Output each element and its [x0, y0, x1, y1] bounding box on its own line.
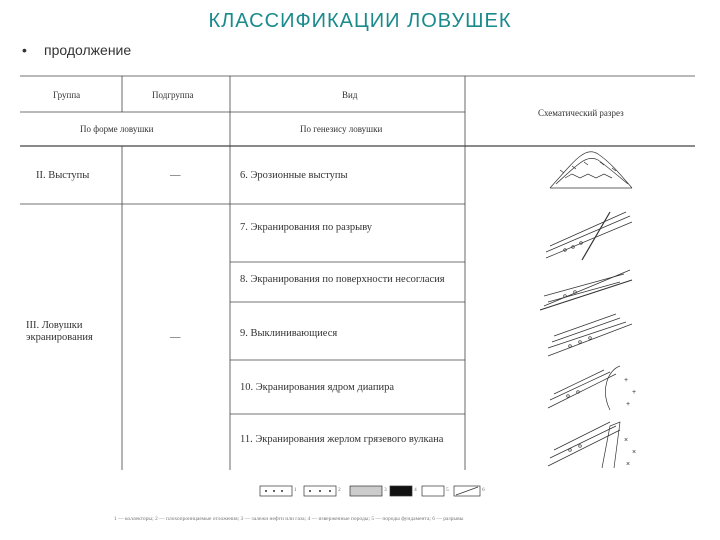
subgroup-screening: —: [170, 332, 181, 343]
type-8: 8. Экранирования по поверхности несогласия: [240, 274, 445, 285]
slide-title: КЛАССИФИКАЦИИ ЛОВУШЕК: [208, 10, 512, 32]
subtitle: продолжение: [44, 42, 132, 58]
svg-text:+: +: [632, 389, 637, 396]
svg-text:×: ×: [626, 461, 631, 468]
section-unconformity-screen: [540, 270, 632, 310]
type-10: 10. Экранирования ядром диапира: [240, 382, 394, 393]
legend-label-5: 5: [446, 487, 449, 493]
svg-text:+: +: [624, 377, 629, 384]
header-type: Вид: [342, 90, 358, 100]
legend-caption: 1 — коллекторы; 2 — плохопроницаемые отложения; 3 — залежи нефти или газа; 4 — изверженные породы; 5 — породы фундамента; 6 — разрывы: [114, 516, 464, 522]
header-subgroup: Подгруппа: [152, 90, 194, 100]
section-pinch-out: [548, 314, 632, 356]
group-screening-traps: III. Ловушки экранирования: [26, 320, 93, 343]
type-9: 9. Выклинивающиеся: [240, 328, 338, 339]
section-diapir-core: [548, 366, 620, 410]
legend-label-2: 2: [338, 487, 341, 493]
header-scheme: Схематический разрез: [538, 108, 624, 118]
section-mud-volcano: [548, 422, 620, 468]
table-grid: [20, 70, 700, 530]
type-7: 7. Экранирования по разрыву: [240, 222, 373, 233]
type-6: 6. Эрозионные выступы: [240, 170, 348, 181]
legend-label-1: 1: [294, 487, 297, 493]
header-by-form: По форме ловушки: [80, 124, 154, 134]
classification-table-scan: [20, 70, 700, 530]
bullet: •: [22, 42, 27, 58]
legend-label-4: 4: [414, 487, 417, 493]
header-by-genesis: По генезису ловушки: [300, 124, 383, 134]
legend-label-6: 6: [482, 487, 485, 493]
svg-text:+: +: [626, 401, 631, 408]
type-11: 11. Экранирования жерлом грязевого вулкана: [240, 434, 444, 445]
subtitle-row: [22, 42, 131, 58]
svg-text:×: ×: [632, 449, 637, 456]
subgroup-uplifts: —: [170, 170, 181, 181]
header-group: Группа: [53, 90, 81, 100]
section-erosion-uplift: [550, 152, 632, 188]
legend-label-3: 3: [384, 487, 387, 493]
svg-text:×: ×: [624, 437, 629, 444]
group-uplifts: II. Выступы: [36, 170, 90, 181]
section-fault-screen: [546, 212, 632, 260]
